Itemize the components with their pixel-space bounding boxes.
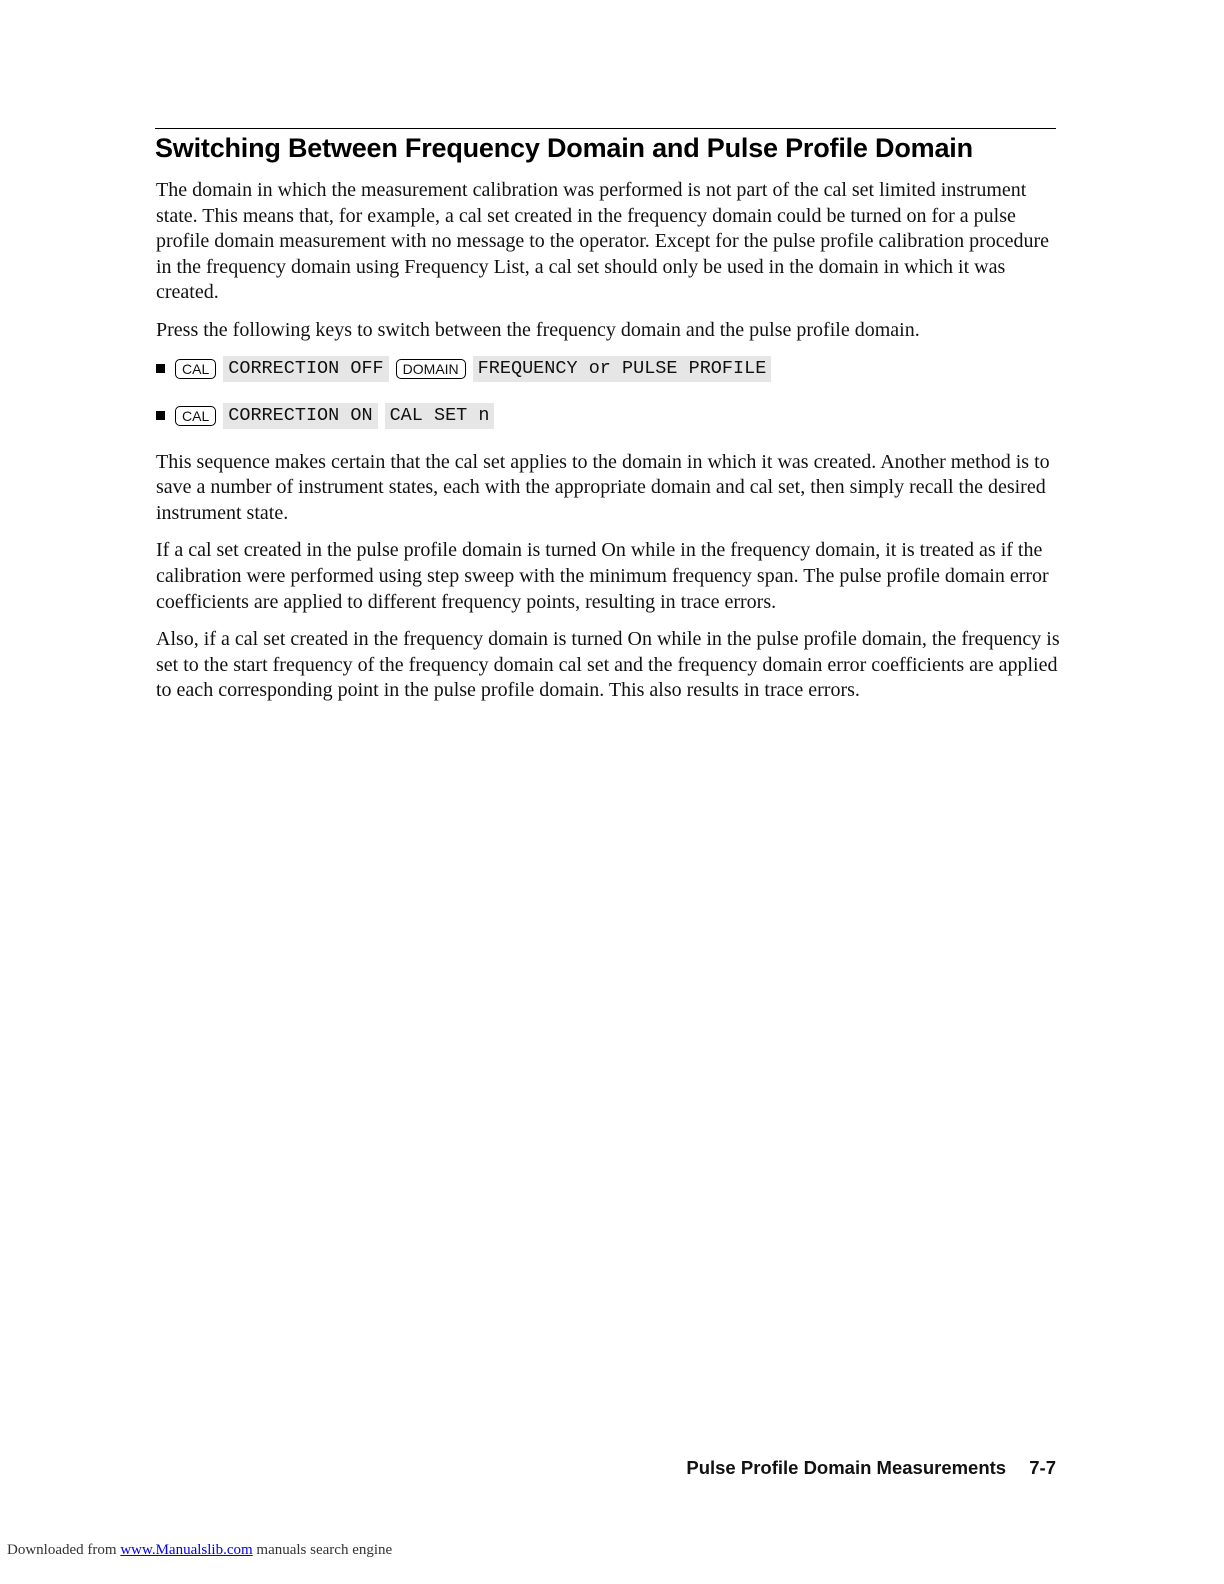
- bullet-square-icon: [156, 364, 165, 373]
- paragraph-sequence-note: This sequence makes certain that the cal set applies to the domain in which it was created. Another method is to save a number of instrument states, each with the appropriate domain and cal set, then simply recall the desired instrument state.: [156, 450, 1050, 524]
- footer-chapter-title: Pulse Profile Domain Measurements: [686, 1457, 1007, 1478]
- page-number: 7-7: [1029, 1457, 1056, 1478]
- cal-hardkey: CAL: [175, 359, 216, 379]
- correction-off-softkey: CORRECTION OFF: [223, 356, 388, 382]
- domain-hardkey: DOMAIN: [396, 359, 466, 379]
- key-sequence-2: [156, 403, 1061, 429]
- cal-hardkey: CAL: [175, 406, 216, 426]
- section-title: Switching Between Frequency Domain and Pulse Profile Domain: [155, 133, 973, 163]
- paragraph-frequency-cal-in-pulse: Also, if a cal set created in the frequency domain is turned On while in the pulse profile domain, the frequency is set to the start frequency of the frequency domain cal set and the frequency domain error coefficients are applied to each corresponding point in the pulse profile domain. This also results in trace errors.: [156, 628, 1060, 702]
- bullet-square-icon: [156, 411, 165, 420]
- download-suffix: manuals search engine: [256, 1542, 393, 1558]
- manualslib-link[interactable]: www.Manualslib.com: [120, 1542, 253, 1558]
- page-footer: [686, 1457, 1056, 1479]
- download-note: [7, 1542, 392, 1559]
- frequency-or-pulse-profile-softkey: FREQUENCY or PULSE PROFILE: [473, 356, 772, 382]
- key-sequence-1: [156, 356, 1061, 382]
- paragraph-pulse-cal-in-frequency: If a cal set created in the pulse profile domain is turned On while in the frequency domain, it is treated as if the calibration were performed using step sweep with the minimum frequency span. The pulse profile domain error coefficients are applied to different frequency points, resulting in trace errors.: [156, 539, 1049, 613]
- section-rule: [155, 128, 1056, 129]
- paragraph-domain-calibration: The domain in which the measurement calibration was performed is not part of the cal set limited instrument state. This means that, for example, a cal set created in the frequency domain could be turned on for a pulse profile domain measurement with no message to the operator. Except for the pulse profile calibration procedure in the frequency domain using Frequency List, a cal set should only be used in the domain in which it was created.: [156, 179, 1050, 304]
- download-prefix: Downloaded from: [7, 1542, 117, 1558]
- page-content: [156, 178, 1061, 716]
- cal-set-n-softkey: CAL SET n: [385, 403, 495, 429]
- paragraph-press-keys: Press the following keys to switch between the frequency domain and the pulse profile domain.: [156, 318, 920, 341]
- correction-on-softkey: CORRECTION ON: [223, 403, 377, 429]
